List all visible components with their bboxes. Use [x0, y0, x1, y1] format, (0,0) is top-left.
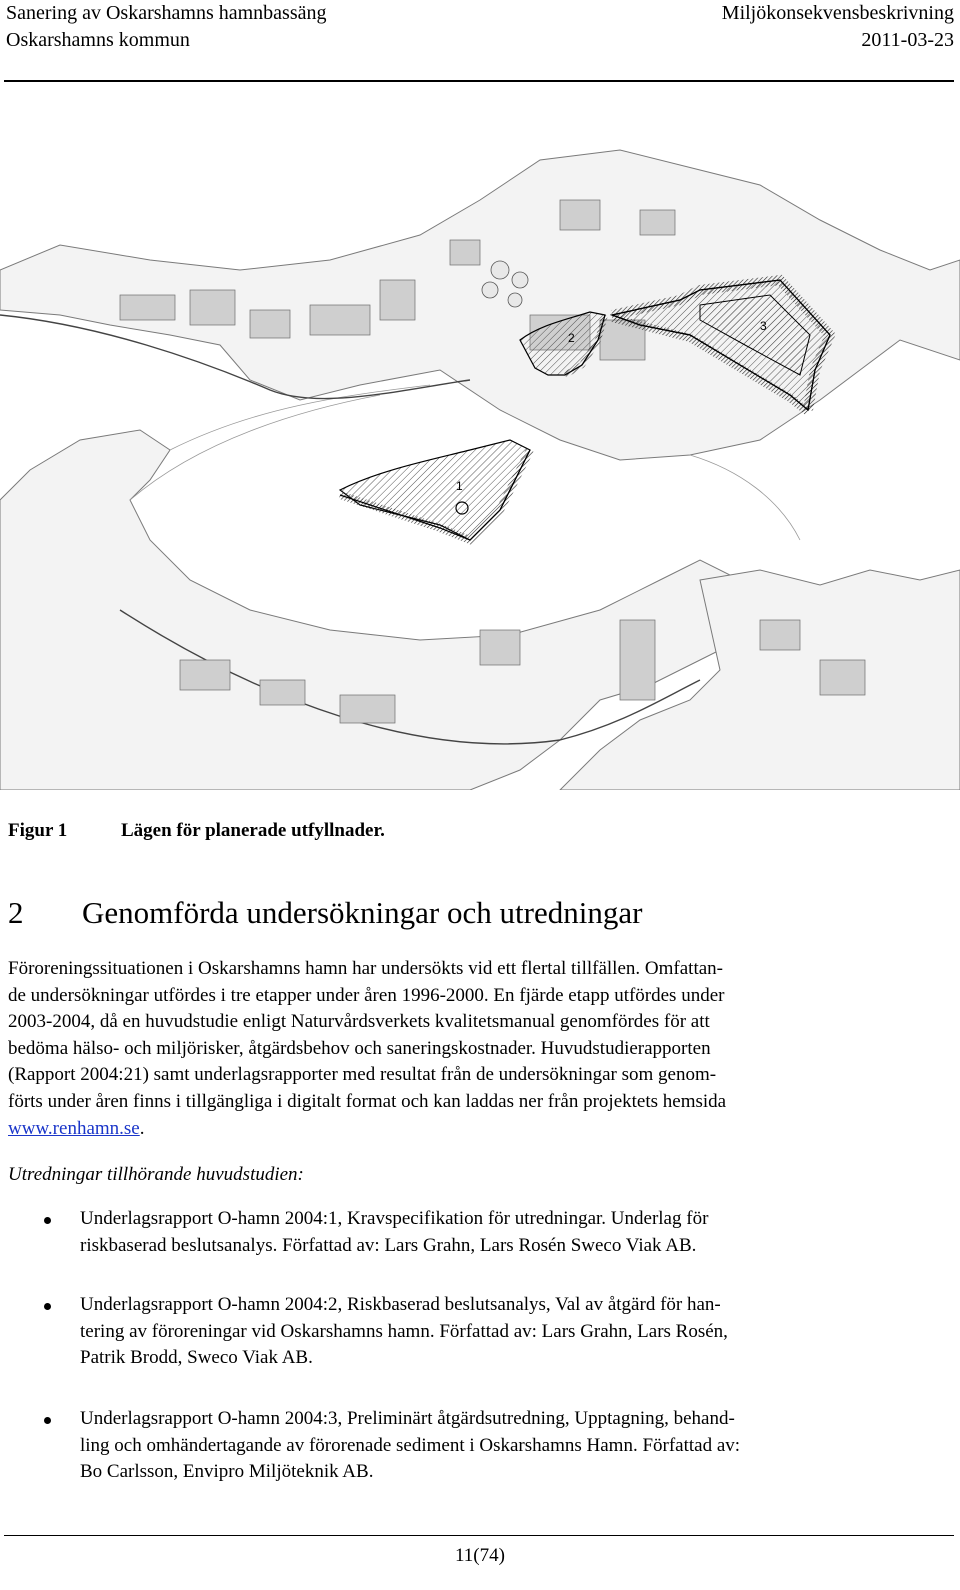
- project-website-link[interactable]: www.renhamn.se: [8, 1117, 140, 1139]
- footer-divider: [4, 1535, 954, 1536]
- header-divider: [4, 80, 954, 82]
- header-right: [722, 0, 954, 54]
- fill-area-1-label: 1: [456, 479, 463, 493]
- paragraph-line: förts under åren finns i tillgängliga i digitalt format och kan laddas ner från projektets hemsida: [8, 1090, 727, 1112]
- paragraph-line: bedöma hälso- och miljörisker, åtgärdsbehov och saneringskostnader. Huvudstudierapporten: [8, 1037, 711, 1059]
- fill-area-1: [340, 440, 530, 540]
- list-item-line: ling och omhändertagande av förorenade sediment i Oskarshamns Hamn. Författad av:: [80, 1434, 741, 1456]
- paragraph-line: (Rapport 2004:21) samt underlagsrapporter med resultat från de undersökningar som genom-: [8, 1064, 717, 1086]
- paragraph-link-suffix: .: [139, 1117, 145, 1139]
- harbor-map-figure: [0, 140, 960, 790]
- list-item-line: Underlagsrapport O-hamn 2004:1, Kravspecifikation för utredningar. Underlag för: [80, 1208, 709, 1229]
- list-item-line: riskbaserad beslutsanalys. Författad av: Lars Grahn, Lars Rosén Sweco Viak AB.: [80, 1234, 697, 1256]
- list-item-line: Underlagsrapport O-hamn 2004:3, Preliminärt åtgärdsutredning, Upptagning, behand-: [80, 1408, 735, 1429]
- figure-caption-label: Figur 1: [8, 820, 68, 841]
- studies-subheading: Utredningar tillhörande huvudstudien:: [8, 1164, 304, 1185]
- fill-area-3-label: 3: [760, 319, 767, 333]
- list-item-text: [80, 1406, 740, 1486]
- fill-area-2-label: 2: [568, 331, 575, 345]
- list-item-text: [80, 1206, 708, 1259]
- bullet-icon: [44, 1417, 51, 1424]
- list-item-text: [80, 1292, 728, 1372]
- header-document-type: Miljökonsekvensbeskrivning: [721, 2, 954, 24]
- header-left: [6, 0, 327, 54]
- list-item-line: tering av föroreningar vid Oskarshamns hamn. Författad av: Lars Grahn, Lars Rosén,: [80, 1320, 728, 1342]
- paragraph-line: 2003-2004, då en huvudstudie enligt Naturvårdsverkets kvalitetsmanual genomfördes för att: [8, 1011, 710, 1033]
- header-document-title: Sanering av Oskarshamns hamnbassäng: [6, 2, 327, 24]
- paragraph-line: Föroreningssituationen i Oskarshamns hamn har undersökts vid ett flertal tillfällen. Omfattan-: [8, 958, 723, 979]
- header-date: 2011-03-23: [861, 29, 954, 51]
- list-item-line: Patrik Brodd, Sweco Viak AB.: [80, 1347, 313, 1369]
- paragraph-link-line: [8, 1116, 950, 1143]
- paragraph-line: de undersökningar utfördes i tre etapper under åren 1996-2000. En fjärde etapp utfördes under: [8, 984, 725, 1006]
- list-item-line: Underlagsrapport O-hamn 2004:2, Riskbaserad beslutsanalys, Val av åtgärd för han-: [80, 1294, 721, 1315]
- list-item-line: Bo Carlsson, Envipro Miljöteknik AB.: [80, 1461, 374, 1483]
- bullet-icon: [44, 1217, 51, 1224]
- header-organization: Oskarshamns kommun: [6, 29, 190, 51]
- intro-paragraph: [8, 956, 950, 1142]
- figure-caption-text: Lägen för planerade utfyllnader.: [121, 820, 385, 841]
- bullet-icon: [44, 1303, 51, 1310]
- page-number: 11(74): [455, 1545, 505, 1566]
- section-title: Genomförda undersökningar och utredningar: [82, 895, 643, 930]
- section-number: 2: [8, 895, 24, 930]
